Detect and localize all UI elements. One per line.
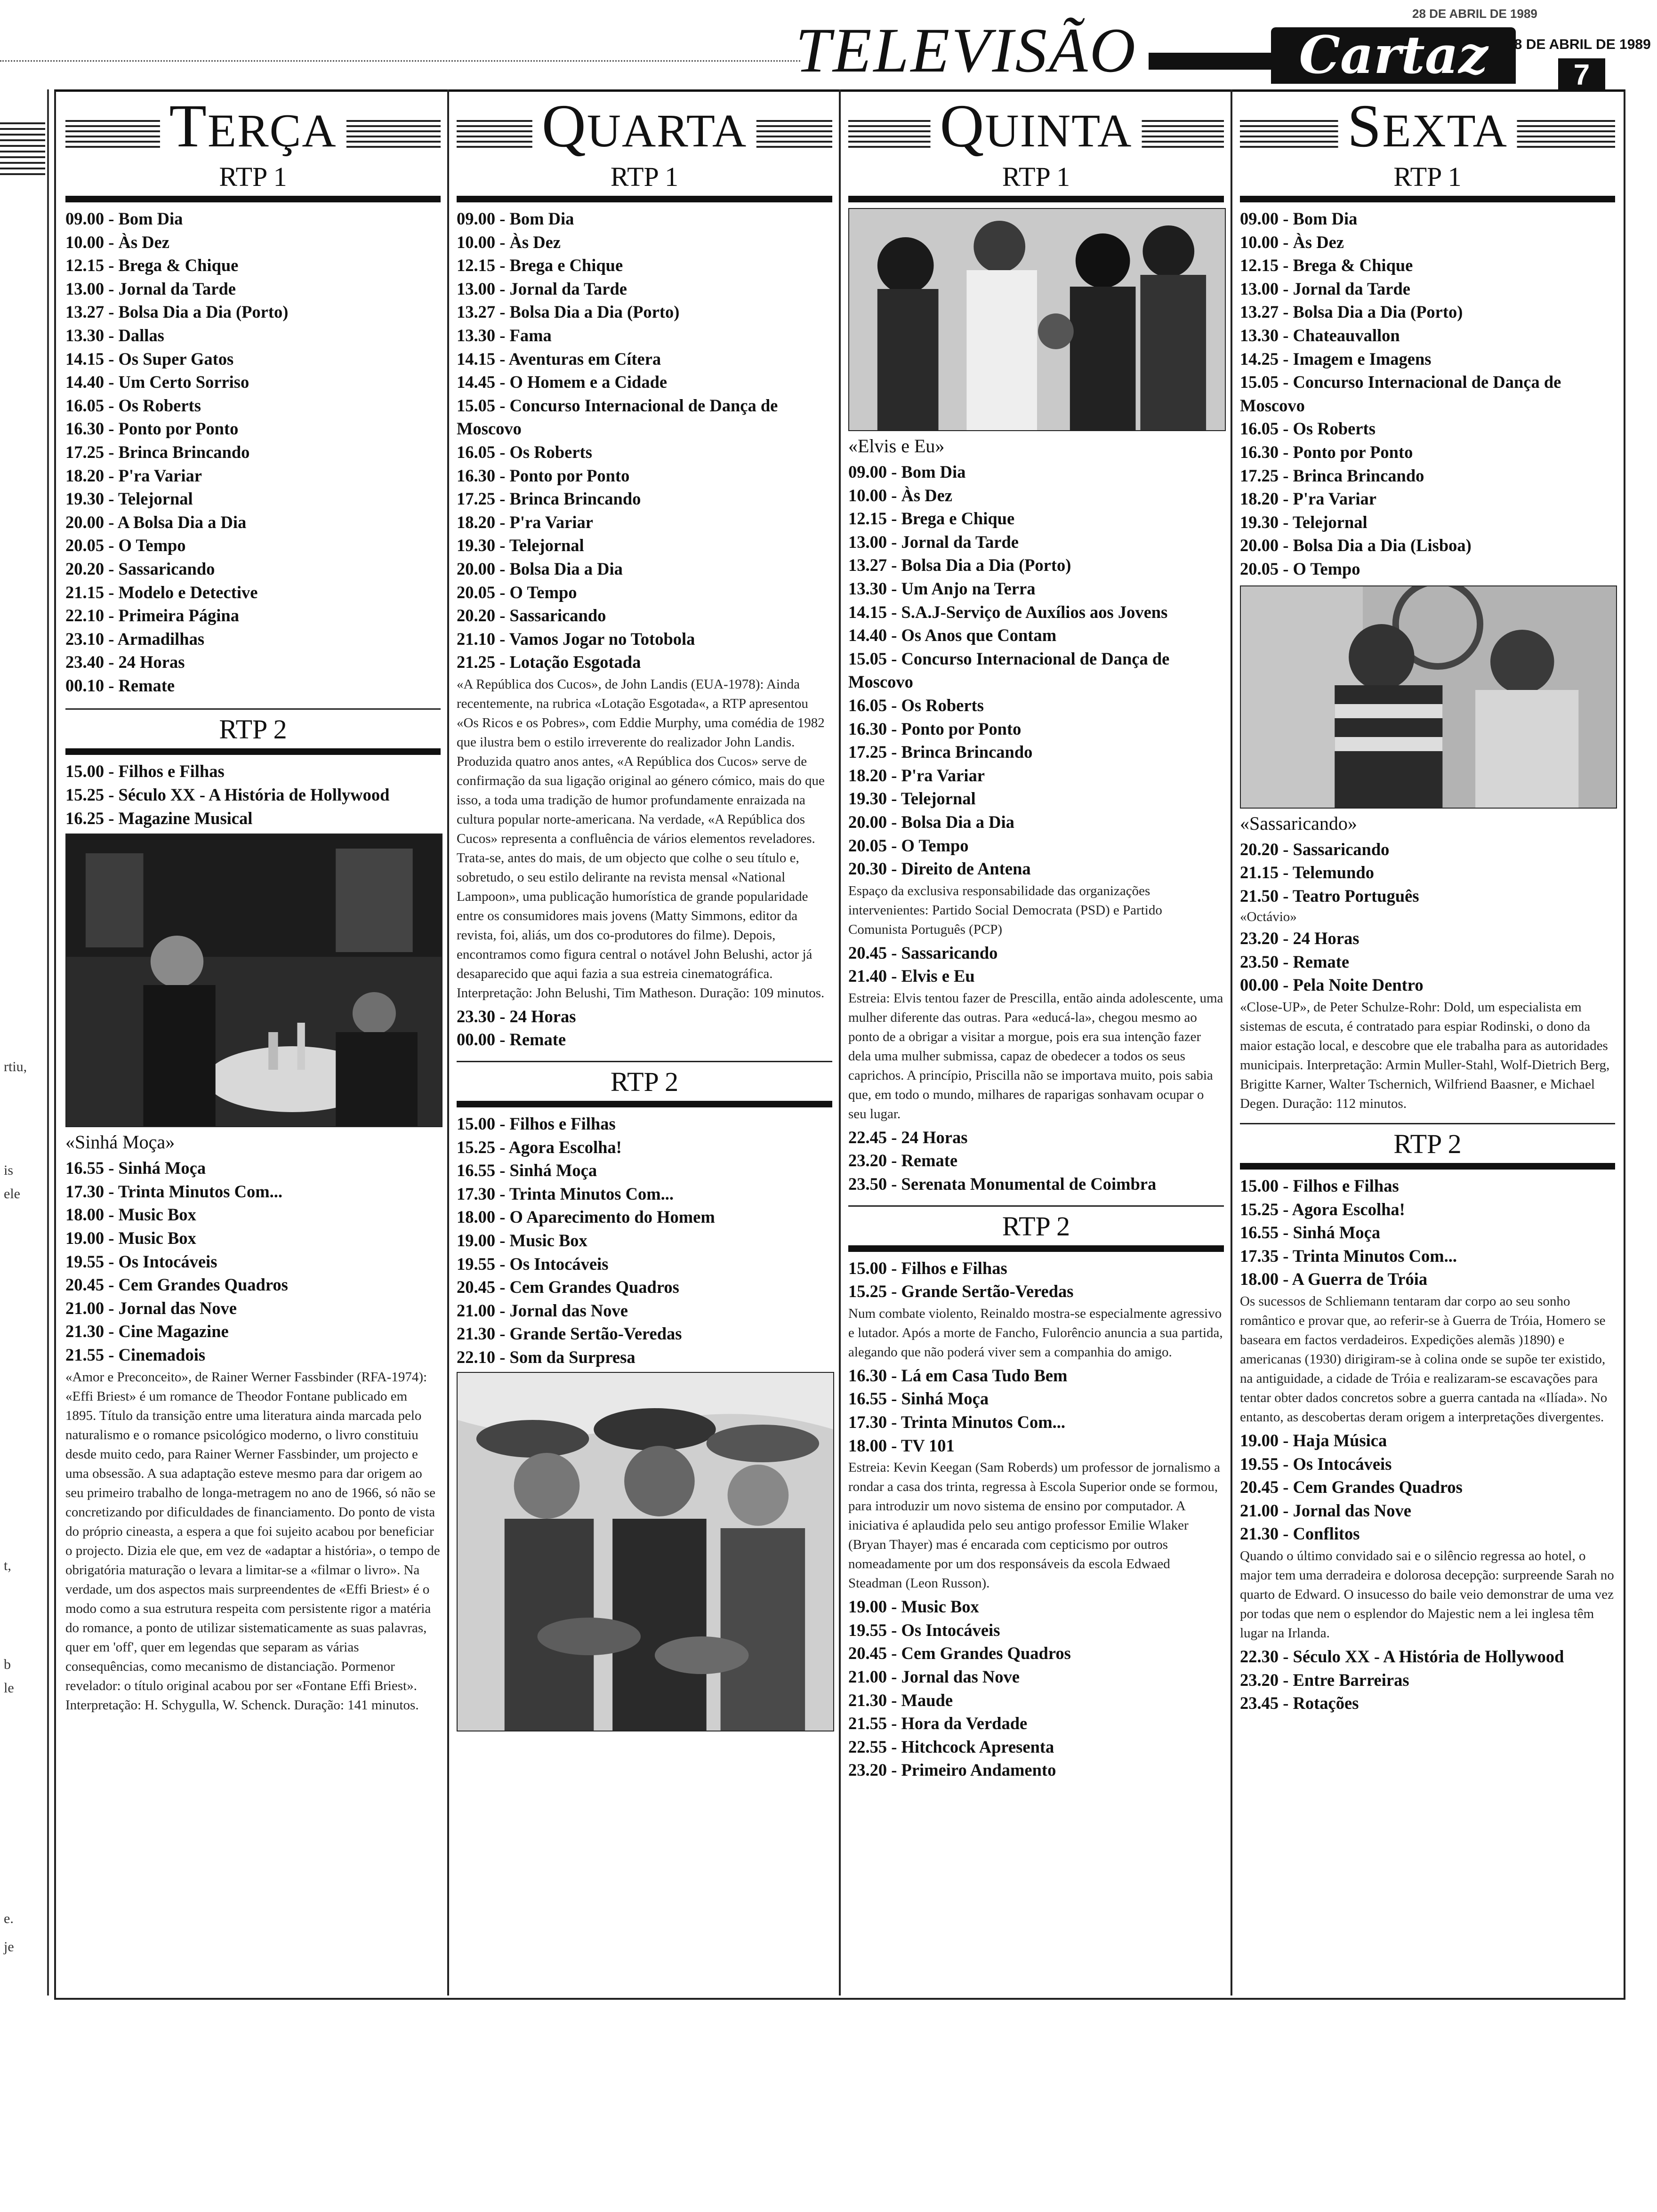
program-list bbox=[848, 1126, 1224, 1196]
program-list bbox=[1240, 1429, 1615, 1546]
program-item: 19.00 - Haja Música bbox=[1240, 1431, 1387, 1451]
program-item: 15.25 - Grande Sertão-Veredas bbox=[848, 1282, 1074, 1301]
program-item: 21.30 - Grande Sertão-Veredas bbox=[457, 1324, 682, 1344]
program-item: 22.10 - Som da Surpresa bbox=[457, 1347, 635, 1367]
day-rest: ERÇA bbox=[207, 104, 337, 157]
program-description: Num combate violento, Reinaldo mostra-se especialmente agressivo e lutador. Após a morte de Fancho, Fulorêncio anuncia a sua partida, alegando que não poderá viver sem a companhia do amigo. bbox=[848, 1306, 1223, 1360]
program-item: 16.30 - Ponto por Ponto bbox=[1240, 442, 1413, 462]
cartaz-logo: Cartaz bbox=[1271, 27, 1516, 84]
program-item: 17.35 - Trinta Minutos Com... bbox=[1240, 1246, 1457, 1266]
day-column-quinta bbox=[842, 94, 1231, 1991]
program-item: 21.50 - Teatro Português bbox=[1240, 886, 1419, 906]
section-title: TELEVISÃO bbox=[796, 16, 1137, 86]
program-item: 20.45 - Cem Grandes Quadros bbox=[848, 1643, 1071, 1663]
program-list bbox=[65, 760, 441, 830]
photo-image bbox=[458, 1373, 833, 1731]
program-item: 20.05 - O Tempo bbox=[1240, 559, 1360, 578]
program-item: 21.55 - Hora da Verdade bbox=[848, 1714, 1028, 1733]
photo-sinha-moca bbox=[65, 834, 442, 1127]
program-item: 12.15 - Brega e Chique bbox=[848, 509, 1015, 529]
channel-header-rtp2: RTP 2 bbox=[457, 1061, 832, 1107]
program-item: 19.30 - Telejornal bbox=[65, 489, 193, 509]
program-item: 16.55 - Sinhá Moça bbox=[457, 1161, 597, 1180]
program-item: 23.50 - Serenata Monumental de Coimbra bbox=[848, 1174, 1157, 1194]
program-item: 15.00 - Filhos e Filhas bbox=[65, 761, 225, 781]
program-item: 20.20 - Sassaricando bbox=[65, 559, 215, 578]
program-item: 09.00 - Bom Dia bbox=[848, 462, 966, 481]
program-item: 10.00 - Às Dez bbox=[848, 485, 952, 505]
margin-fragment: le bbox=[4, 1680, 14, 1696]
day-header bbox=[65, 92, 441, 160]
day-name bbox=[931, 92, 1142, 160]
program-item: 23.20 - Remate bbox=[848, 1151, 958, 1170]
program-item: 23.30 - 24 Horas bbox=[457, 1006, 576, 1026]
program-item: 16.30 - Ponto por Ponto bbox=[848, 719, 1022, 738]
program-item: 15.00 - Filhos e Filhas bbox=[848, 1258, 1007, 1278]
program-item: 13.30 - Dallas bbox=[65, 325, 164, 345]
program-list bbox=[848, 941, 1224, 988]
program-item: 16.30 - Ponto por Ponto bbox=[65, 419, 239, 439]
program-item: 16.55 - Sinhá Moça bbox=[65, 1158, 206, 1178]
program-item: 23.50 - Remate bbox=[1240, 952, 1350, 971]
program-item: 15.00 - Filhos e Filhas bbox=[457, 1114, 616, 1134]
program-item: 14.45 - O Homem e a Cidade bbox=[457, 372, 668, 392]
day-initial: Q bbox=[541, 92, 587, 160]
day-header bbox=[457, 92, 832, 160]
photo-image bbox=[849, 209, 1225, 430]
program-item: 13.27 - Bolsa Dia a Dia (Porto) bbox=[65, 302, 289, 322]
program-item: 23.40 - 24 Horas bbox=[65, 652, 185, 672]
program-item: 20.45 - Cem Grandes Quadros bbox=[65, 1275, 288, 1295]
program-item: 20.00 - Bolsa Dia a Dia (Lisboa) bbox=[1240, 536, 1472, 555]
channel-header-rtp1: RTP 1 bbox=[1240, 162, 1615, 202]
program-item: 16.05 - Os Roberts bbox=[1240, 419, 1375, 439]
program-item: 19.55 - Os Intocáveis bbox=[848, 1620, 1000, 1640]
program-item: 23.45 - Rotações bbox=[1240, 1693, 1359, 1713]
program-item: 21.00 - Jornal das Nove bbox=[1240, 1500, 1411, 1520]
program-item: 15.25 - Agora Escolha! bbox=[1240, 1199, 1405, 1219]
margin-fragment: b bbox=[4, 1657, 11, 1672]
day-rest: UINTA bbox=[985, 104, 1133, 157]
program-item: 15.05 - Concurso Internacional de Dança de Moscovo bbox=[848, 649, 1170, 692]
program-item: 19.55 - Os Intocáveis bbox=[1240, 1454, 1392, 1474]
program-item: 12.15 - Brega & Chique bbox=[65, 256, 239, 275]
program-item: 23.20 - Entre Barreiras bbox=[1240, 1670, 1409, 1690]
program-list bbox=[848, 1257, 1224, 1303]
program-item: 00.00 - Pela Noite Dentro bbox=[1240, 975, 1424, 995]
program-item: 13.00 - Jornal da Tarde bbox=[457, 279, 627, 298]
day-header bbox=[848, 92, 1224, 160]
masthead-bar bbox=[1149, 53, 1271, 70]
program-item: 20.00 - Bolsa Dia a Dia bbox=[457, 559, 623, 578]
program-item: 13.00 - Jornal da Tarde bbox=[65, 279, 236, 298]
program-item: 16.05 - Os Roberts bbox=[65, 395, 201, 415]
masthead bbox=[0, 0, 1657, 91]
program-item: 20.45 - Cem Grandes Quadros bbox=[457, 1277, 679, 1297]
program-item: 19.00 - Music Box bbox=[848, 1597, 979, 1617]
program-item: 23.20 - Primeiro Andamento bbox=[848, 1760, 1056, 1780]
program-item: 19.55 - Os Intocáveis bbox=[65, 1251, 217, 1271]
top-date-fragment: 28 DE ABRIL DE 1989 bbox=[1412, 7, 1537, 21]
program-description: Quando o último convidado sai e o silêncio regressa ao hotel, o major tem uma derradeira e dolorosa decepção: surpreende Sarah no quarto de Edward. O insucesso do baile veio demonstrar de uma vez por todas que nem o esplendor do Majestic nem a lei inglesa têm lugar na Irlanda. bbox=[1240, 1548, 1614, 1641]
program-list bbox=[457, 1005, 832, 1051]
program-item: 09.00 - Bom Dia bbox=[65, 209, 183, 228]
program-item: 15.25 - Agora Escolha! bbox=[457, 1137, 622, 1157]
day-initial: Q bbox=[940, 92, 985, 160]
program-item: 20.05 - O Tempo bbox=[65, 536, 186, 555]
issue-date: 28 DE ABRIL DE 1989 bbox=[1506, 37, 1651, 52]
program-item: 20.30 - Direito de Antena bbox=[848, 859, 1031, 879]
day-name bbox=[1338, 92, 1517, 160]
channel-header-rtp1: RTP 1 bbox=[848, 162, 1224, 202]
program-item: 17.30 - Trinta Minutos Com... bbox=[65, 1181, 282, 1201]
program-item: 20.20 - Sassaricando bbox=[457, 606, 606, 625]
program-item: 09.00 - Bom Dia bbox=[1240, 209, 1358, 228]
program-item: 09.00 - Bom Dia bbox=[457, 209, 574, 228]
program-item: 22.30 - Século XX - A História de Hollywood bbox=[1240, 1647, 1564, 1666]
program-item: 20.45 - Cem Grandes Quadros bbox=[1240, 1477, 1463, 1497]
program-item: 18.20 - P'ra Variar bbox=[1240, 489, 1376, 509]
program-item: 19.00 - Music Box bbox=[457, 1231, 587, 1250]
program-item: 23.20 - 24 Horas bbox=[1240, 929, 1359, 948]
program-item: 00.00 - Remate bbox=[457, 1030, 566, 1050]
program-item: 21.25 - Lotação Esgotada bbox=[457, 652, 641, 672]
program-note: «Octávio» bbox=[1240, 909, 1297, 925]
day-column-terca bbox=[59, 94, 447, 1991]
channel-header-rtp2: RTP 2 bbox=[848, 1205, 1224, 1252]
program-item: 19.30 - Telejornal bbox=[848, 789, 976, 809]
program-item: 10.00 - Às Dez bbox=[457, 232, 561, 252]
program-item: 13.27 - Bolsa Dia a Dia (Porto) bbox=[1240, 302, 1463, 322]
column-rule bbox=[1231, 89, 1232, 1996]
channel-header-rtp1: RTP 1 bbox=[65, 162, 441, 202]
program-item: 22.55 - Hitchcock Apresenta bbox=[848, 1737, 1054, 1756]
program-item: 16.30 - Lá em Casa Tudo Bem bbox=[848, 1365, 1068, 1385]
program-item: 14.25 - Imagem e Imagens bbox=[1240, 349, 1432, 369]
program-item: 12.15 - Brega & Chique bbox=[1240, 256, 1413, 275]
program-item: 18.00 - O Aparecimento do Homem bbox=[457, 1207, 715, 1227]
program-item: 18.20 - P'ra Variar bbox=[457, 512, 593, 532]
program-item: 13.30 - Um Anjo na Terra bbox=[848, 578, 1036, 598]
day-column-sexta bbox=[1233, 94, 1622, 1991]
photo-image bbox=[66, 834, 442, 1126]
program-item: 16.05 - Os Roberts bbox=[848, 695, 984, 715]
program-item: 19.55 - Os Intocáveis bbox=[457, 1254, 609, 1274]
program-item: 20.05 - O Tempo bbox=[457, 582, 577, 602]
program-item: 20.05 - O Tempo bbox=[848, 835, 969, 855]
photo-grande-sertao bbox=[457, 1372, 834, 1731]
program-item: 16.55 - Sinhá Moça bbox=[1240, 1223, 1381, 1242]
program-item: 19.00 - Music Box bbox=[65, 1228, 196, 1248]
program-item: 16.05 - Os Roberts bbox=[457, 442, 592, 462]
program-item: 20.00 - A Bolsa Dia a Dia bbox=[65, 512, 247, 532]
program-item: 13.30 - Chateauvallon bbox=[1240, 325, 1400, 345]
program-description: «Close-UP», de Peter Schulze-Rohr: Dold, um especialista em sistemas de escuta, é contratado para espiar Rodinski, o dono da maior estação local, e descobre que ele trabalha para as autoridades municipais. Interpretação: Armin Muller-Stahl, Wolf-Dietrich Berg, Brigitte Karner, Walter Tschernich, Wilfriend Baasner, e Michael Degen. Duração: 112 minutos. bbox=[1240, 1000, 1610, 1112]
column-rule bbox=[447, 89, 449, 1996]
program-list bbox=[1240, 1645, 1615, 1715]
program-list bbox=[1240, 207, 1615, 581]
program-item: 21.10 - Vamos Jogar no Totobola bbox=[457, 629, 695, 649]
program-item: 00.10 - Remate bbox=[65, 675, 175, 695]
program-item: 20.45 - Sassaricando bbox=[848, 943, 998, 962]
program-item: 10.00 - Às Dez bbox=[1240, 232, 1344, 252]
program-item: 21.15 - Telemundo bbox=[1240, 863, 1374, 882]
program-item: 19.30 - Telejornal bbox=[457, 536, 584, 555]
photo-image bbox=[1241, 586, 1616, 808]
program-item: 17.25 - Brinca Brincando bbox=[65, 442, 250, 462]
program-list bbox=[1240, 927, 1615, 997]
adjacent-page-margin bbox=[0, 89, 49, 1996]
program-item: 15.00 - Filhos e Filhas bbox=[1240, 1176, 1399, 1196]
program-item: 13.00 - Jornal da Tarde bbox=[1240, 279, 1411, 298]
margin-fragment: ele bbox=[4, 1186, 20, 1202]
masthead-rule bbox=[0, 60, 800, 62]
margin-fragment: is bbox=[4, 1162, 14, 1178]
program-item: 21.40 - Elvis e Eu bbox=[848, 966, 975, 986]
program-item: 15.05 - Concurso Internacional de Dança de Moscovo bbox=[457, 395, 778, 439]
margin-fragment: t, bbox=[4, 1558, 11, 1573]
program-description: Estreia: Kevin Keegan (Sam Roberds) um professor de jornalismo a rondar a casa dos trinta, regressa à Escola Superior onde se formou, para introduzir um novo sistema de ensino por computador. A iniciativa é aplaudida pelo seu antigo professor Emilie Wlaker (Bryan Thayer) mas é encarada com cepticismo por outros nomeadamente por um dos responsáveis da escola Edwaed Steadman (Leon Russon). bbox=[848, 1460, 1221, 1591]
program-list bbox=[848, 1595, 1224, 1782]
program-item: 13.30 - Fama bbox=[457, 325, 552, 345]
program-item: 18.00 - A Guerra de Tróia bbox=[1240, 1269, 1428, 1289]
program-item: 14.15 - Os Super Gatos bbox=[65, 349, 234, 369]
program-list bbox=[65, 207, 441, 697]
program-item: 14.15 - S.A.J-Serviço de Auxílios aos Jovens bbox=[848, 602, 1168, 622]
program-item: 22.45 - 24 Horas bbox=[848, 1127, 968, 1147]
channel-header-rtp2: RTP 2 bbox=[65, 708, 441, 755]
day-rest: EXTA bbox=[1382, 104, 1508, 157]
program-item: 12.15 - Brega e Chique bbox=[457, 256, 623, 275]
program-item: 13.27 - Bolsa Dia a Dia (Porto) bbox=[848, 555, 1071, 575]
photo-caption: «Elvis e Eu» bbox=[848, 435, 945, 457]
margin-fragment: e. bbox=[4, 1911, 14, 1926]
program-list bbox=[848, 460, 1224, 881]
program-item: 18.20 - P'ra Variar bbox=[65, 465, 202, 485]
program-item: 18.00 - TV 101 bbox=[848, 1435, 955, 1455]
program-list bbox=[1240, 1174, 1615, 1291]
program-list bbox=[1240, 838, 1615, 908]
program-description: Os sucessos de Schliemann tentaram dar corpo ao seu sonho romântico e provar que, ao referir-se à Guerra de Tróia, Homero se baseara em factos verdadeiros. Expedições alemãs )1890) e americanas (1930) dirigiram-se à colina onde se supõe ter existido, na antiguidade, a cidade de Tróia e realizaram-se escavações para tentar obter dados concretos sobre a guerra cantada na «Ilíada». No entanto, as descobertas deram origem a interpretações divergentes. bbox=[1240, 1294, 1608, 1425]
program-item: 17.25 - Brinca Brincando bbox=[848, 742, 1033, 762]
program-item: 21.15 - Modelo e Detective bbox=[65, 582, 258, 602]
column-rule bbox=[839, 89, 841, 1996]
program-description: «A República dos Cucos», de John Landis (EUA-1978): Ainda recentemente, na rubrica «Lotação Esgotada«, a RTP apresentou «Os Ricos e os Pobres», com Eddie Murphy, uma comédia de 1982 que ilustra bem o estilo irreverente do realizador John Landis. Produzida quatro anos antes, «A República dos Cucos» serve de confirmação da sua ligação original ao género cómico, mais do que isso, a toda uma tradição de humor profundamente enraizada na cultura popular norte-americana. Na verdade, «A República dos Cucos» representa a confluência de vários elementos reveladores. Trata-se, antes do mais, de um objecto que colhe o seu título e, sobretudo, o seu estilo delirante na revista mensal «National Lampoon», uma publicação humorística de grande popularidade entre os consumidores mais jovens (Matty Simmons, editor da revista, foi, aliás, um dos co-produtores do filme). Depois, encontramos como figura central o notável John Belushi, actor já desaparecido que aqui fazia a sua estreia cinematográfica. Interpretação: John Belushi, Tim Matheson. Duração: 109 minutos. bbox=[457, 676, 825, 1001]
program-item: 23.10 - Armadilhas bbox=[65, 629, 205, 649]
page-number: 7 bbox=[1558, 58, 1605, 91]
program-item: 21.00 - Jornal das Nove bbox=[65, 1298, 237, 1318]
day-initial: T bbox=[169, 92, 208, 160]
program-item: 18.20 - P'ra Variar bbox=[848, 765, 985, 785]
program-item: 19.30 - Telejornal bbox=[1240, 512, 1367, 532]
day-header bbox=[1240, 92, 1615, 160]
program-item: 16.30 - Ponto por Ponto bbox=[457, 465, 630, 485]
program-item: 13.00 - Jornal da Tarde bbox=[848, 532, 1019, 552]
day-rest: UARTA bbox=[587, 104, 748, 157]
program-item: 15.25 - Século XX - A História de Hollywood bbox=[65, 785, 390, 805]
program-item: 14.40 - Os Anos que Contam bbox=[848, 625, 1057, 645]
program-item: 17.25 - Brinca Brincando bbox=[1240, 465, 1424, 485]
program-item: 21.00 - Jornal das Nove bbox=[848, 1667, 1020, 1686]
program-item: 17.30 - Trinta Minutos Com... bbox=[848, 1412, 1065, 1432]
program-list bbox=[848, 1364, 1224, 1457]
margin-stripes bbox=[0, 122, 45, 179]
program-description: Espaço da exclusiva responsabilidade das organizações intervenientes: Partido Social Democrata (PSD) e Partido Comunista Português (PCP) bbox=[848, 883, 1162, 937]
photo-caption: «Sinhá Moça» bbox=[65, 1131, 175, 1153]
program-item: 21.30 - Conflitos bbox=[1240, 1524, 1360, 1544]
program-item: 17.25 - Brinca Brincando bbox=[457, 489, 641, 509]
photo-sassaricando bbox=[1240, 585, 1617, 809]
program-item: 21.00 - Jornal das Nove bbox=[457, 1300, 628, 1320]
channel-header-rtp1: RTP 1 bbox=[457, 162, 832, 202]
program-item: 21.55 - Cinemadois bbox=[65, 1345, 206, 1364]
day-column-quarta bbox=[450, 94, 839, 1991]
day-initial: S bbox=[1347, 92, 1383, 160]
program-item: 20.00 - Bolsa Dia a Dia bbox=[848, 812, 1014, 832]
program-item: 15.05 - Concurso Internacional de Dança de Moscovo bbox=[1240, 372, 1561, 415]
program-item: 22.10 - Primeira Página bbox=[65, 606, 239, 625]
program-item: 16.55 - Sinhá Moça bbox=[848, 1389, 989, 1409]
program-item: 14.15 - Aventuras em Cítera bbox=[457, 349, 661, 369]
program-list bbox=[457, 1112, 832, 1369]
program-description: «Amor e Preconceito», de Rainer Werner Fassbinder (RFA-1974): «Effi Briest» é um romance de Theodor Fontane publicado em 1895. Título da transição entre uma literatura ainda marcada pelo naturalismo e o romance psicológico moderno, o livro constituiu desde muito cedo, para Rainer Werner Fassbinder, um projecto e uma obsessão. A sua adaptação esteve mesmo para dar origem ao seu primeiro trabalho de longa-metragem no ano de 1966, só não se concretizando por dificuldades de financiamento. Do ponto de vista do próprio cineasta, a espera a que foi sujeito acabou por beneficiar o projecto. Dizia ele que, em vez de «adaptar a história», o tempo de obrigatória maturação o levara a limitar-se a «filmar o livro». Na verdade, um dos aspectos mais surpreendentes de «Effi Briest» é o modo como a sua estrutura respeita com persistente rigor a matéria do romance, a ponto de utilizar sistematicamente as suas palavras, quer em 'off', quer em legendas que separam as várias consequências, como mecanismo de distanciação. Pormenor revelador: o título original acabou por ser «Fontane Effi Briest». Interpretação: H. Schygulla, W. Schenck. Duração: 141 minutos. bbox=[65, 1369, 440, 1713]
program-item: 17.30 - Trinta Minutos Com... bbox=[457, 1184, 674, 1203]
program-item: 13.27 - Bolsa Dia a Dia (Porto) bbox=[457, 302, 680, 322]
program-item: 18.00 - Music Box bbox=[65, 1205, 196, 1225]
program-item: 20.20 - Sassaricando bbox=[1240, 839, 1390, 859]
program-item: 10.00 - Às Dez bbox=[65, 232, 169, 252]
program-item: 21.30 - Maude bbox=[848, 1690, 953, 1710]
day-name bbox=[532, 92, 756, 160]
program-description: Estreia: Elvis tentou fazer de Prescilla, então ainda adolescente, uma mulher diferente das outras. Para «educá-la», chegou mesmo ao ponto de a obrigar a visitar a morgue, pois era sua intenção fazer dela uma mulher submissa, capaz de obedecer a todos os seus caprichos. A princípio, Priscilla não se importava muito, pois sabia que, em todo o mundo, milhares de raparigas sonhavam ocupar o seu lugar. bbox=[848, 990, 1223, 1122]
program-list bbox=[65, 1156, 441, 1366]
channel-header-rtp2: RTP 2 bbox=[1240, 1123, 1615, 1170]
day-name bbox=[160, 92, 346, 160]
program-list bbox=[457, 207, 832, 674]
margin-fragment: je bbox=[4, 1939, 14, 1955]
program-item: 14.40 - Um Certo Sorriso bbox=[65, 372, 249, 392]
margin-fragment: rtiu, bbox=[4, 1059, 27, 1074]
photo-elvis-e-eu bbox=[848, 208, 1226, 431]
photo-caption: «Sassaricando» bbox=[1240, 812, 1357, 834]
program-item: 21.30 - Cine Magazine bbox=[65, 1322, 229, 1341]
program-item: 16.25 - Magazine Musical bbox=[65, 808, 253, 828]
